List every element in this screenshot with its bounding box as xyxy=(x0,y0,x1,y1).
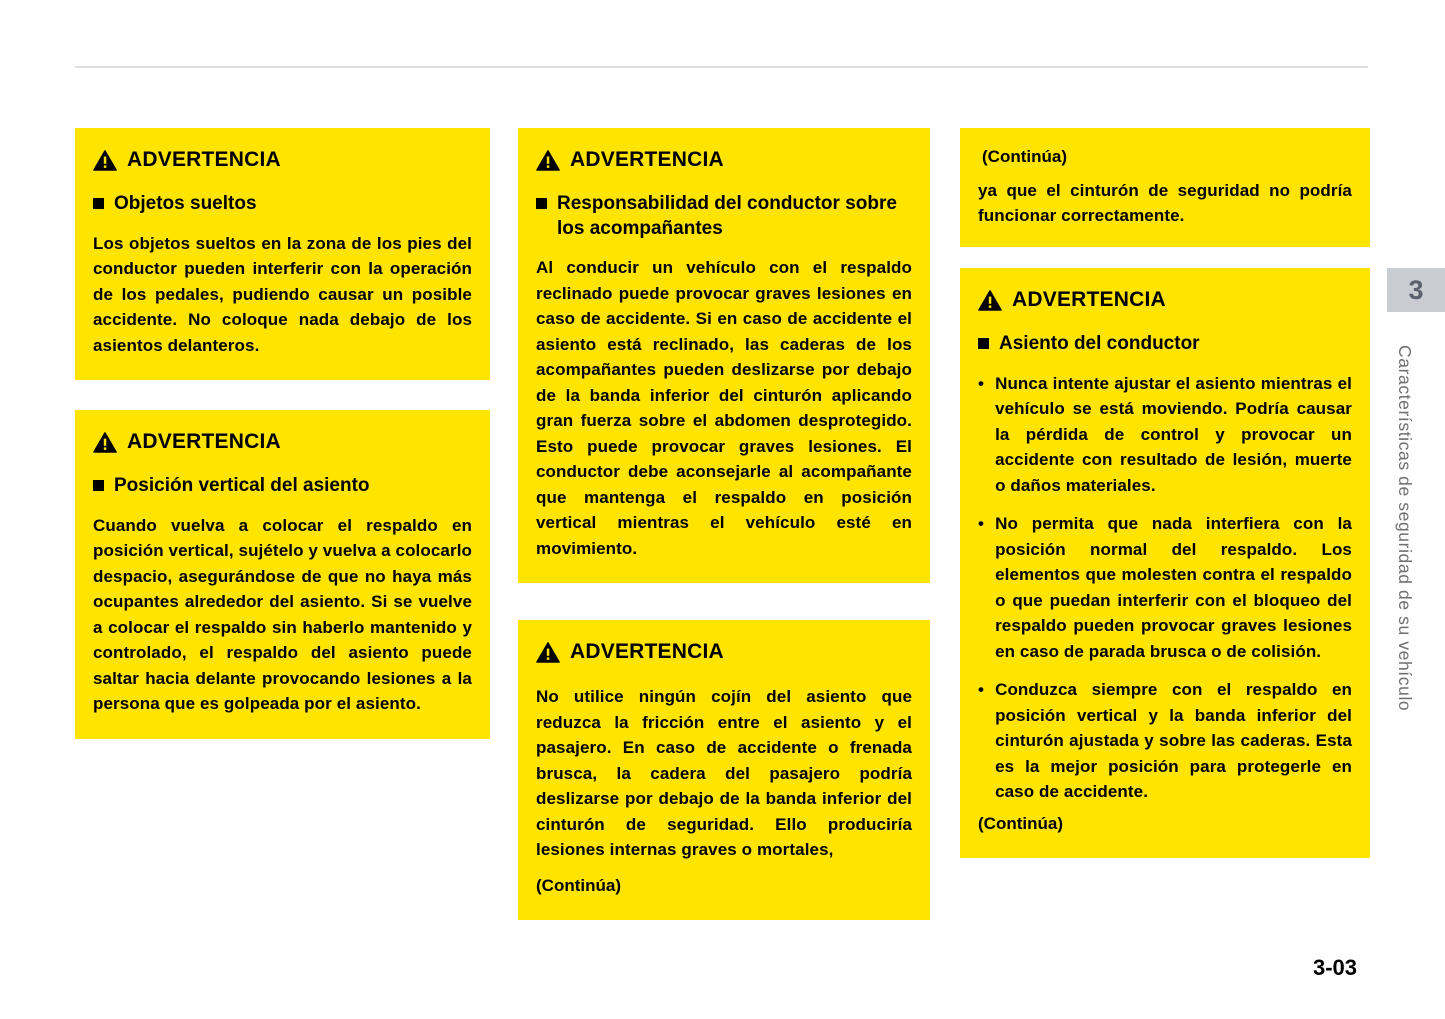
warning-header xyxy=(978,288,1352,312)
warning-body: Cuando vuelva a colocar el respaldo en posición vertical, sujételo y vuelva a colocarlo despacio, asegurándose de que no haya más ocupantes alrededor del asiento. Si se vuelve a colocar el respaldo sin haberlo mantenido y controlado, el respaldo del asiento puede saltar hacia delante provocando lesiones a la persona que es golpeada por el asiento. xyxy=(93,515,472,714)
warning-body: Los objetos sueltos en la zona de los pies del conductor pueden interferir con la operación de los pedales, pudiendo causar un posible accidente. No coloque nada debajo de los asientos delanteros. xyxy=(93,233,472,355)
warning-subtitle xyxy=(93,474,472,499)
warning-body: Al conducir un vehículo con el respaldo reclinado puede provocar graves lesiones en caso de accidente. Si en caso de accidente el asiento está reclinado, las caderas de los acompañantes pueden deslizarse por debajo de la banda inferior del cinturón aplicando gran fuerza sobre el abdomen desprotegido. Esto puede provocar graves lesiones. El conductor debe aconsejarle al acompañante que mantenga el respaldo en posición vertical mientras el vehículo esté en movimiento. xyxy=(536,258,912,558)
continued-label: (Continúa) xyxy=(978,813,1063,833)
warning-body: No utilice ningún cojín del asiento que reduzca la fricción entre el asiento y el pasajero. En caso de accidente o frenada brusca, la cadera del pasajero podría deslizarse por debajo de la banda inferior del cinturón de seguridad. Ello produciría lesiones internas graves o mortales, xyxy=(536,687,912,859)
warning-subtitle-text: Asiento del conductor xyxy=(999,333,1200,354)
bullet-dot-icon: • xyxy=(978,680,985,700)
warning-triangle-icon xyxy=(93,150,117,171)
bullet-dot-icon: • xyxy=(978,373,985,393)
square-bullet-icon xyxy=(93,198,104,209)
bullet-dot-icon: • xyxy=(978,514,985,534)
square-bullet-icon xyxy=(536,198,547,209)
warning-title: ADVERTENCIA xyxy=(570,640,724,663)
warning-subtitle-text: Posición vertical del asiento xyxy=(114,475,370,496)
warning-title: ADVERTENCIA xyxy=(1012,288,1166,311)
warning-title: ADVERTENCIA xyxy=(127,148,281,171)
list-item xyxy=(978,371,1352,499)
warning-box-seat-cushion xyxy=(518,620,930,920)
warning-subtitle xyxy=(93,192,472,217)
bullet-text: No permita que nada interfiera con la posición normal del respaldo. Los elementos que molesten contra el respaldo o que puedan interferir con el bloqueo del respaldo pueden provocar graves lesiones en caso de parada brusca o de colisión. xyxy=(995,514,1352,661)
warning-triangle-icon xyxy=(536,642,560,663)
continued-label: (Continúa) xyxy=(536,875,621,895)
warning-box-continuation xyxy=(960,128,1370,247)
warning-triangle-icon xyxy=(978,290,1002,311)
square-bullet-icon xyxy=(978,338,989,349)
bullet-text: Nunca intente ajustar el asiento mientras el vehículo se está moviendo. Podría causar la pérdida de control y provocar un accidente con resultado de lesión, muerte o daños materiales. xyxy=(995,373,1352,495)
page-number: 3-03 xyxy=(1313,955,1358,980)
continued-from-label: (Continúa) xyxy=(982,147,1067,166)
list-item xyxy=(978,511,1352,664)
warning-bullet-list xyxy=(978,371,1352,805)
warning-subtitle xyxy=(536,192,912,241)
warning-box-driver-responsibility xyxy=(518,128,930,583)
section-side-title: Características de seguridad de su vehículo xyxy=(1395,345,1415,712)
warning-subtitle-text: Objetos sueltos xyxy=(114,193,257,214)
chapter-number: 3 xyxy=(1408,274,1424,305)
warning-triangle-icon xyxy=(536,150,560,171)
warning-subtitle-text: Responsabilidad del conductor sobre los acompañantes xyxy=(557,193,897,239)
warning-title: ADVERTENCIA xyxy=(127,430,281,453)
warning-box-loose-objects xyxy=(75,128,490,380)
warning-triangle-icon xyxy=(93,432,117,453)
warning-box-driver-seat xyxy=(960,268,1370,858)
list-item xyxy=(978,677,1352,805)
warning-subtitle xyxy=(978,332,1352,357)
warning-header xyxy=(536,640,912,664)
square-bullet-icon xyxy=(93,480,104,491)
top-divider xyxy=(75,66,1368,68)
warning-body: ya que el cinturón de seguridad no podría funcionar correctamente. xyxy=(978,180,1352,225)
chapter-tab xyxy=(1387,268,1445,312)
warning-box-seat-upright xyxy=(75,410,490,739)
warning-header xyxy=(93,430,472,454)
warning-header xyxy=(536,148,912,172)
warning-title: ADVERTENCIA xyxy=(570,148,724,171)
warning-header xyxy=(93,148,472,172)
bullet-text: Conduzca siempre con el respaldo en posición vertical y la banda inferior del cinturón ajustada y sobre las caderas. Esta es la mejor posición para protegerle en caso de accidente. xyxy=(995,680,1352,802)
